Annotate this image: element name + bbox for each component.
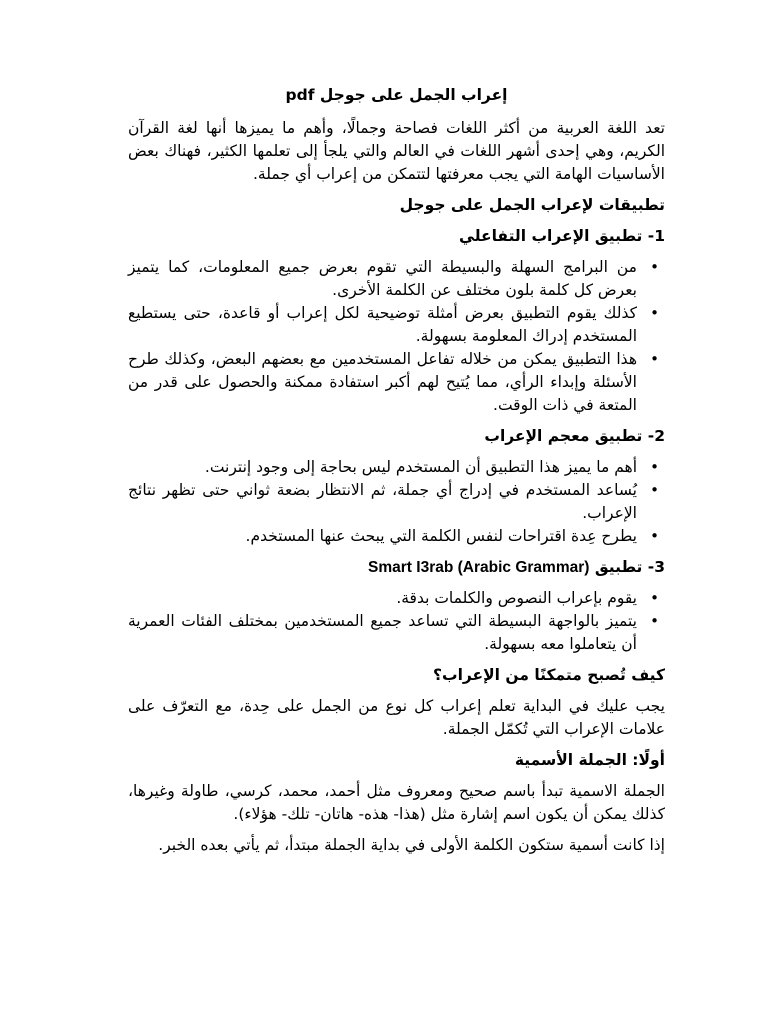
list-item: • كذلك يقوم التطبيق بعرض أمثلة توضيحية لكل إعراب أو قاعدة، حتى يستطيع المستخدم إدراك المعلومة بسهولة. — [128, 302, 637, 348]
apps-heading: تطبيقات لإعراب الجمل على جوجل — [399, 196, 665, 214]
app2-heading: 2- تطبيق معجم الإعراب — [484, 427, 665, 445]
list-item: • أهم ما يميز هذا التطبيق أن المستخدم ليس بحاجة إلى وجود إنترنت. — [128, 456, 637, 479]
last-paragraph: إذا كانت أسمية ستكون الكلمة الأولى في بداية الجملة مبتدأ، ثم يأتي بعده الخبر. — [158, 836, 665, 854]
app1-heading: 1- تطبيق الإعراب التفاعلي — [459, 227, 665, 245]
intro-paragraph: تعد اللغة العربية من أكثر اللغات فصاحة وجمالًا، وأهم ما يميزها أنها لغة القرآن الكريم، وهي إحدى أشهر اللغات في العالم والتي يلجأ إلى تعلمها الكثير، فهناك بعض الأساسيات الهامة التي يجب معرفتها لتتمكن من إعراب أي جملة. — [128, 119, 665, 183]
list-item: • يُساعد المستخدم في إدراج أي جملة، ثم الانتظار بضعة ثواني حتى تظهر نتائج الإعراب. — [128, 479, 637, 525]
first-paragraph: الجملة الاسمية تبدأ باسم صحيح ومعروف مثل أحمد، محمد، كرسي، طاولة وغيرها، كذلك يمكن أن يكون اسم إشارة مثل (هذا- هذه- هاتان- تلك- هؤلاء). — [128, 782, 665, 823]
app1-bullet-list — [128, 256, 665, 417]
app3-bullet-list — [128, 587, 665, 656]
app3-heading-prefix: 3- تطبيق — [594, 558, 665, 576]
list-item: • من البرامج السهلة والبسيطة التي تقوم بعرض جميع المعلومات، كما يتميز بعرض كل كلمة بلون مختلف عن الكلمة الأخرى. — [128, 256, 637, 302]
first-heading: أولًا: الجملة الأسمية — [514, 751, 665, 769]
app3-heading — [128, 556, 665, 579]
list-item: • يطرح عِدة اقتراحات لنفس الكلمة التي يبحث عنها المستخدم. — [128, 525, 637, 548]
list-item: • هذا التطبيق يمكن من خلاله تفاعل المستخدمين مع بعضهم البعض، وكذلك طرح الأسئلة وإبداء الرأي، مما يُتيح لهم أكبر استفادة ممكنة والحصول على قدر من المتعة في ذات الوقت. — [128, 348, 637, 417]
how-heading: كيف تُصبح متمكنًا من الإعراب؟ — [433, 666, 665, 684]
document-title: إعراب الجمل على جوجل pdf — [285, 86, 508, 104]
list-item: • يقوم بإعراب النصوص والكلمات بدقة. — [128, 587, 637, 610]
how-paragraph: يجب عليك في البداية تعلم إعراب كل نوع من الجمل على حِدة، مع التعرّف على علامات الإعراب التي تُكمّل الجملة. — [128, 697, 665, 738]
list-item: • يتميز بالواجهة البسيطة التي تساعد جميع المستخدمين بمختلف الفئات العمرية أن يتعاملوا معه بسهولة. — [128, 610, 637, 656]
app2-bullet-list — [128, 456, 665, 548]
document-page — [128, 84, 665, 865]
app3-heading-app-name: Smart I3rab (Arabic Grammar) — [368, 559, 590, 576]
